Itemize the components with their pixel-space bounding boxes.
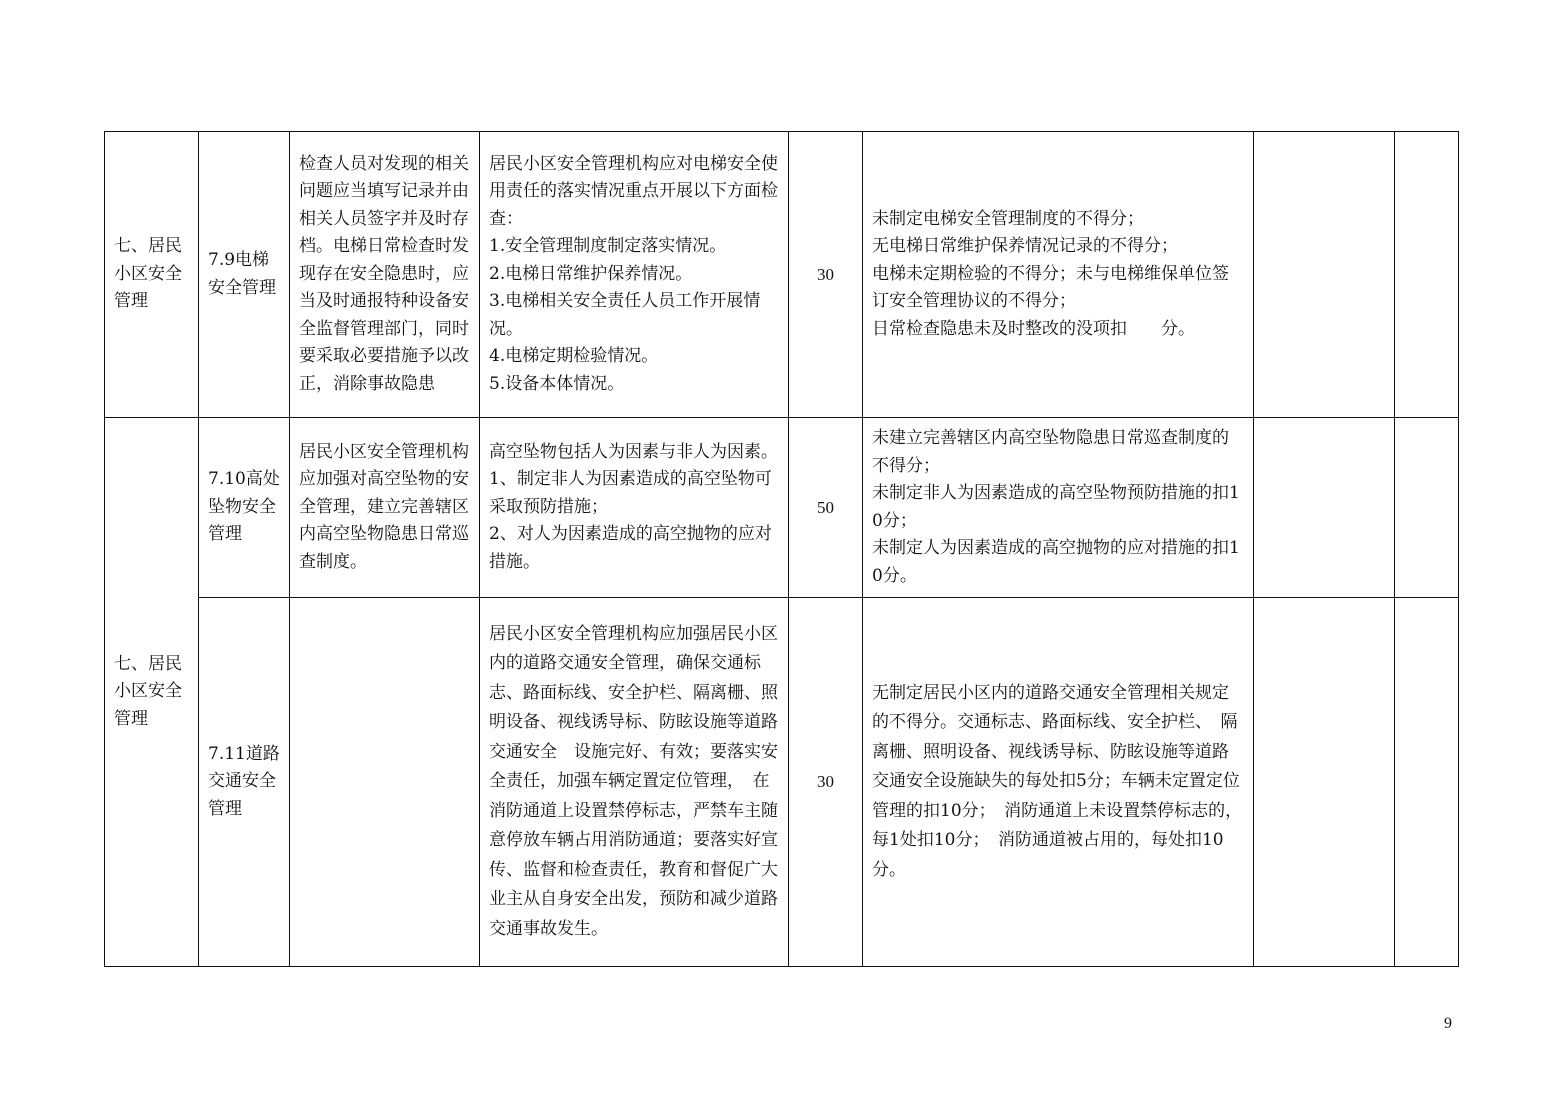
standard-line: 无制定居民小区内的道路交通安全管理相关规定的不得分。交通标志、路面标线、安全护栏、 隔离栅、照明设备、视线诱导标、防眩设施等道路交通安全设施缺失的每处扣5分；车辆未定置定位管理的扣10分； 消防通道上未设置禁停标志的，每1处扣10分； 消防通道被占用的，每处扣10分。 (872, 682, 1243, 880)
method-cell (480, 598, 795, 967)
remark-cell (1395, 598, 1459, 967)
standard-line: 日常检查隐患未及时整改的没项扣 分。 (872, 318, 1195, 339)
method-cell (480, 132, 789, 418)
category-cell: 七、居民小区安全管理 (105, 418, 199, 967)
method-line: 1、制定非人为因素造成的高空坠物可采取预防措施； (489, 469, 772, 517)
score-cell: 50 (789, 418, 863, 598)
self-score-cell (1254, 132, 1395, 418)
remark-cell (1395, 418, 1459, 598)
remark-cell (1395, 132, 1459, 418)
standard-line: 未制定非人为因素造成的高空坠物预防措施的扣10分； (872, 483, 1240, 531)
requirement-cell (290, 598, 480, 967)
standard-cell (863, 598, 1254, 967)
item-cell: 7.11道路交通安全管理 (199, 598, 290, 967)
page-number: 9 (1444, 1015, 1452, 1032)
method-line: 4.电梯定期检验情况。 (489, 346, 659, 367)
standard-line: 未建立完善辖区内高空坠物隐患日常巡查制度的不得分； (872, 428, 1229, 476)
score-cell: 30 (789, 132, 863, 418)
table-row (105, 132, 1459, 418)
score-cell: 30 (789, 598, 863, 967)
self-score-cell (1254, 598, 1395, 967)
method-line: 3.电梯相关安全责任人员工作开展情况。 (489, 291, 761, 339)
requirement-cell: 居民小区安全管理机构应加强对高空坠物的安全管理，建立完善辖区内高空坠物隐患日常巡查制度。 (290, 418, 480, 598)
standard-line: 未制定电梯安全管理制度的不得分； (872, 208, 1144, 229)
table-row (105, 418, 1459, 598)
standard-cell (863, 418, 1254, 598)
item-cell: 7.9电梯安全管理 (199, 132, 290, 418)
table-row (105, 598, 1459, 967)
method-line: 高空坠物包括人为因素与非人为因素。 (489, 441, 778, 462)
method-line: 2.电梯日常维护保养情况。 (489, 263, 693, 284)
method-line: 2、对人为因素造成的高空抛物的应对措施。 (489, 524, 772, 572)
standard-cell (863, 132, 1254, 418)
method-line: 5.设备本体情况。 (489, 373, 625, 394)
method-cell (480, 418, 789, 598)
method-line: 居民小区安全管理机构应对电梯安全使用责任的落实情况重点开展以下方面检查： (489, 153, 778, 229)
standard-line: 无电梯日常维护保养情况记录的不得分； (872, 236, 1178, 257)
inspection-table (104, 131, 1459, 967)
standard-line: 电梯未定期检验的不得分；未与电梯维保单位签订安全管理协议的不得分； (872, 263, 1229, 312)
method-line: 1.安全管理制度制定落实情况。 (489, 236, 727, 257)
self-score-cell (1254, 418, 1395, 598)
category-cell: 七、居民小区安全管理 (105, 132, 199, 418)
method-line: 居民小区安全管理机构应加强居民小区内的道路交通安全管理，确保交通标志、路面标线、安全护栏、隔离栅、照明设备、视线诱导标、防眩设施等道路交通安全 设施完好、有效；要落实安全责任，加强车辆定置定位管理， 在消防通道上设置禁停标志，严禁车主随意停放车辆占用消防通道；要落实好宣传、监督和检查责任，教育和督促广大 业主从自身安全出发，预防和减少道路交通事故发生。 (489, 623, 795, 939)
standard-line: 未制定人为因素造成的高空抛物的应对措施的扣10分。 (872, 538, 1240, 586)
item-cell: 7.10高处坠物安全管理 (199, 418, 290, 598)
requirement-cell: 检查人员对发现的相关问题应当填写记录并由相关人员签字并及时存档。电梯日常检查时发现存在安全隐患时，应当及时通报特种设备安全监督管理部门，同时要采取必要措施予以改正，消除事故隐患 (290, 132, 480, 418)
